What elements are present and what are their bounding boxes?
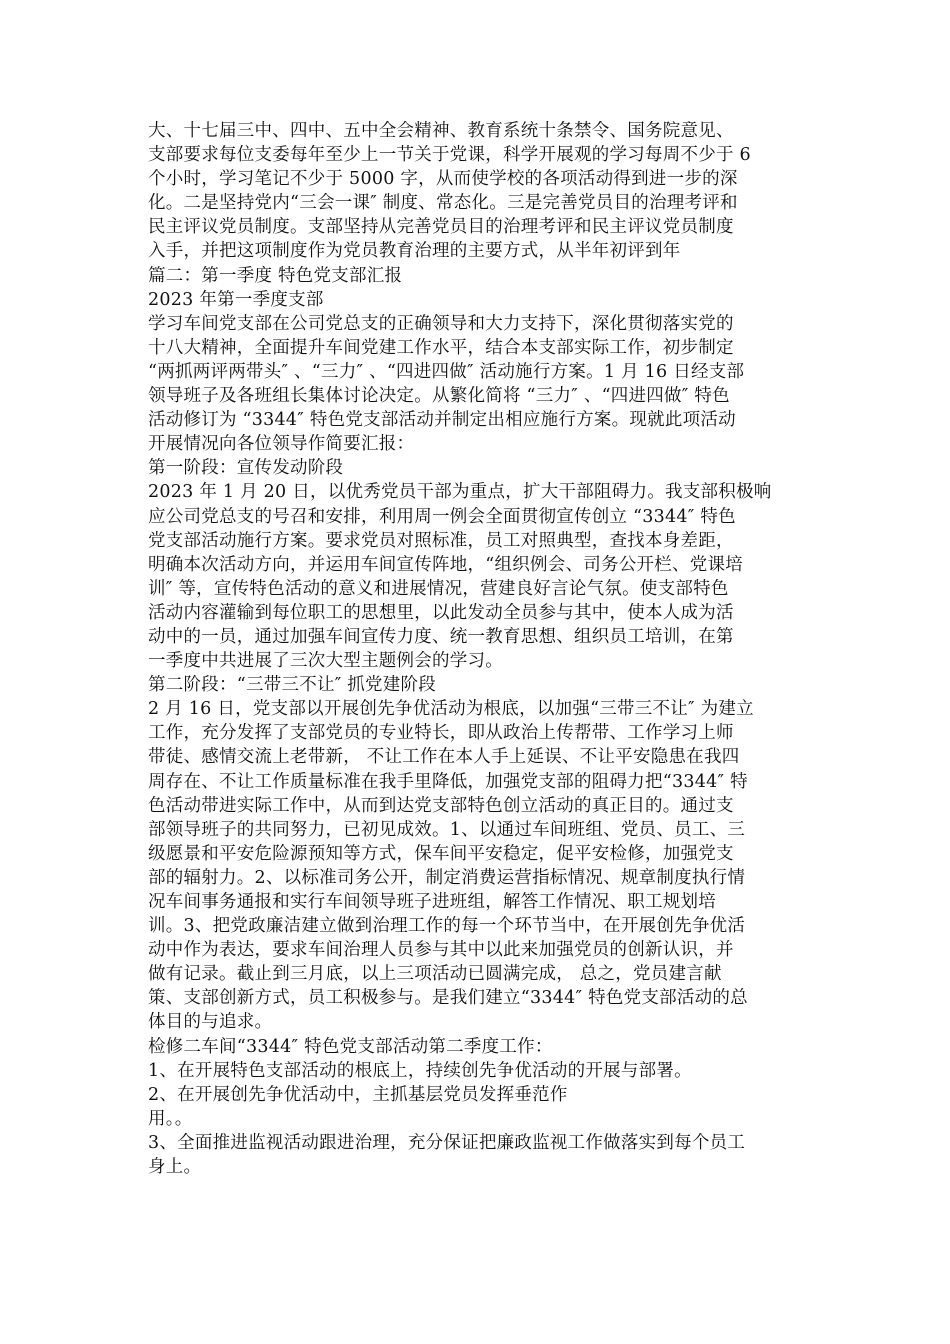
text-line: 况车间事务通报和实行车间领导班子进班组，解答工作情况、职工规划培 [148,892,716,912]
text-line: 做有记录。截止到三月底，以上三项活动已圆满完成， 总之，党员建言献 [148,964,722,985]
text-line: “两抓两评两带头″ 、“三力″ 、“四进四做″ 活动施行方案。1 月 16 日经支部 [148,361,745,382]
text-line: 开展情况向各位领导作简要汇报： [148,434,415,455]
text-line: 策、支部创新方式，员工积极参与。是我们建立“3344″ 特色党支部活动的总 [148,988,748,1009]
text-line: 民主评议党员制度。支部坚持从完善党员目的治理考评和民主评议党员制度 [148,217,734,238]
text-line: 2023 年 1 月 20 日，以优秀党员干部为重点，扩大干部阻碍力。我支部积极响 [148,482,772,503]
text-line: 训。3、把党政廉洁建立做到治理工作的每一个环节当中，在开展创先争优活 [148,916,746,937]
text-line: 动中的一员，通过加强车间宣传力度、统一教育思想、组织员工培训，在第 [148,626,734,647]
text-line: 身上。 [148,1157,202,1178]
text-line: 周存在、不让工作质量标准在我手里降低，加强党支部的阻碍力把“3344″ 特 [148,771,748,792]
text-line: 级愿景和平安危险源预知等方式，保车间平安稳定，促平安检修，加强党支 [148,843,734,864]
text-line: 部领导班子的共同努力，已初见成效。1、以通过车间班组、党员、员工、三 [148,819,746,840]
text-line: 化。二是坚持党内“三会一课″ 制度、常态化。三是完善党员目的治理考评和 [148,193,738,214]
text-line: 明确本次活动方向，并运用车间宣传阵地，“组织例会、司务公开栏、党课培 [148,554,743,575]
text-line: 体目的与追求。 [148,1012,273,1033]
text-line: 支部要求每位支委每年至少上一节关于党课，科学开展观的学习每周不少于 6 [148,145,751,166]
text-line: 十八大精神，全面提升车间党建工作水平，结合本支部实际工作，初步制定 [148,337,734,358]
text-line: 动中作为表达，要求车间治理人员参与其中以此来加强党员的创新认识，并 [148,940,734,961]
text-line: 1、在开展特色支部活动的根底上，持续创先争优活动的开展与部署。 [148,1060,692,1081]
text-line: 2 月 16 日，党支部以开展创先争优活动为根底，以加强“三带三不让″ 为建立 [148,699,754,720]
text-line: 色活动带进实际工作中，从而到达党支部特色创立活动的真正目的。通过支 [148,795,734,816]
text-line: 带徒、感情交流上老带新， 不让工作在本人手上延误、不让平安隐患在我四 [148,747,740,768]
text-line: 用。。 [148,1108,193,1129]
text-line: 3、全面推进监视活动跟进治理，充分保证把廉政监视工作做落实到每个员工 [148,1132,746,1153]
text-line: 第一阶段：宣传发动阶段 [148,458,344,479]
text-line: 党支部活动施行方案。要求党员对照标准，员工对照典型，查找本身差距， [148,530,734,551]
document-body [148,119,808,1179]
text-line: 个小时，学习笔记不少于 5000 字，从而使学校的各项活动得到进一步的深 [148,169,738,190]
text-line: 一季度中共进展了三次大型主题例会的学习。 [148,651,503,672]
text-line: 检修二车间“3344″ 特色党支部活动第二季度工作： [148,1036,553,1057]
text-line: 部的辐射力。2、以标准司务公开，制定消费运营指标情况、规章制度执行情 [148,867,746,888]
text-line: 领导班子及各班组长集体讨论决定。从繁化简将 “三力″ 、“四进四做″ 特色 [148,386,730,407]
text-line: 第二阶段：“三带三不让″ 抓党建阶段 [148,675,437,696]
text-line: 训″ 等，宣传特色活动的意义和进展情况，营建良好言论气氛。使支部特色 [148,578,729,599]
text-line: 2、在开展创先争优活动中，主抓基层党员发挥垂范作 [148,1084,568,1105]
text-line: 篇二：第一季度 特色党支部汇报 [148,265,403,286]
text-line: 大、十七届三中、四中、五中全会精神、教育系统十条禁令、国务院意见、 [148,121,734,141]
text-line: 2023 年第一季度支部 [148,289,324,310]
text-line: 活动内容灌输到每位职工的思想里，以此发动全员参与其中，使本人成为活 [148,602,734,623]
text-line: 入手，并把这项制度作为党员教育治理的主要方式，从半年初评到年 [148,241,681,262]
text-line: 活动修订为 “3344″ 特色党支部活动并制定出相应施行方案。现就此项活动 [148,410,736,431]
text-line: 工作，充分发挥了支部党员的专业特长，即从政治上传帮带、工作学习上师 [148,723,734,744]
text-line: 学习车间党支部在公司党总支的正确领导和大力支持下，深化贯彻落实党的 [148,313,734,334]
text-line: 应公司党总支的号召和安排，利用周一例会全面贯彻宣传创立 “3344″ 特色 [148,506,736,527]
